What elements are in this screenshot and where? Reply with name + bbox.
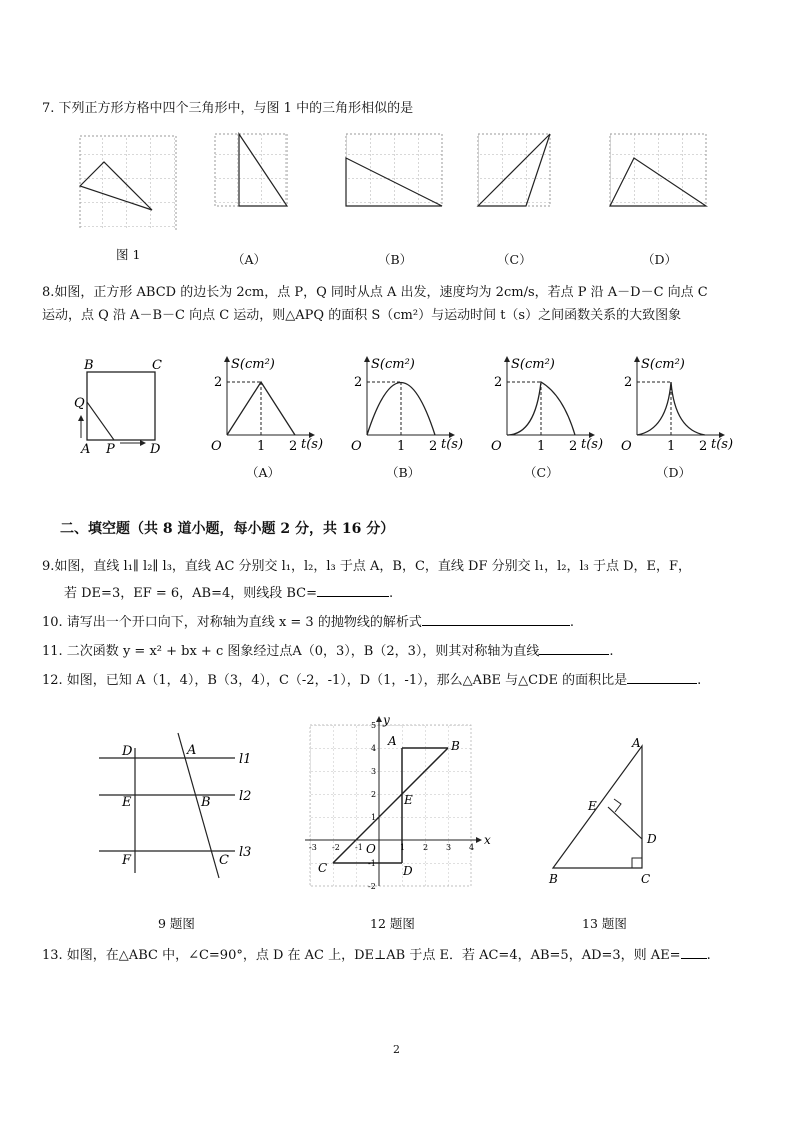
svg-text:S(cm²): S(cm²) <box>641 357 685 372</box>
svg-text:2: 2 <box>494 375 503 390</box>
svg-text:l2: l2 <box>239 789 252 804</box>
q7-caption-fig1: 图 1 <box>116 247 141 262</box>
q9-line1: 9.如图，直线 l₁∥ l₂∥ l₃，直线 AC 分别交 l₁，l₂，l₃ 于点 A，B，C，直线 DF 分别交 l₁，l₂，l₃ 于点 D，E，F， <box>42 559 692 574</box>
q11-line: 11. 二次函数 y = x² + bx + c 图象经过点A（0，3），B（2，3），则其对称轴为直线 . <box>42 644 614 659</box>
svg-text:O: O <box>366 842 376 856</box>
q8-graph-b <box>351 356 463 454</box>
svg-text:3: 3 <box>371 767 377 776</box>
q8-caption-c: （C） <box>524 465 559 480</box>
q8-square-figure <box>72 355 172 455</box>
svg-text:C: C <box>641 872 651 886</box>
q7-figB-final <box>346 130 446 210</box>
q7-figD <box>610 134 706 206</box>
fig12-caption: 12 题图 <box>370 916 415 931</box>
svg-text:-1: -1 <box>368 859 376 868</box>
svg-text:F: F <box>122 853 132 868</box>
svg-text:2: 2 <box>699 439 708 454</box>
svg-text:y: y <box>383 713 390 727</box>
svg-text:t(s): t(s) <box>301 437 324 452</box>
svg-text:C: C <box>318 861 328 875</box>
q8-graph-c <box>491 356 603 454</box>
svg-text:B: B <box>451 739 460 753</box>
section-title: 二、填空题（共 8 道小题，每小题 2 分，共 16 分） <box>60 521 395 537</box>
q8-graphs <box>205 350 775 460</box>
svg-text:1: 1 <box>400 843 406 852</box>
sq-label-a: A <box>81 442 91 455</box>
svg-text:2: 2 <box>214 375 223 390</box>
page-number: 2 <box>393 1043 400 1056</box>
q8-line2: 运动，点 Q 沿 A－B－C 向点 C 运动，则△APQ 的面积 S（cm²）与运动时间 t（s）之间函数关系的大致图象 <box>42 308 682 323</box>
q8-graph-d <box>621 356 733 454</box>
svg-text:D: D <box>647 832 657 846</box>
svg-text:1: 1 <box>257 439 266 454</box>
svg-text:A: A <box>632 736 641 750</box>
q8-line1: 8.如图，正方形 ABCD 的边长为 2cm，点 P，Q 同时从点 A 出发，速度均为 2cm/s，若点 P 沿 A－D－C 向点 C <box>42 285 708 300</box>
q8-caption-b: （B） <box>386 465 421 480</box>
svg-text:O: O <box>491 439 502 454</box>
q7-figC <box>478 134 550 206</box>
svg-text:t(s): t(s) <box>441 437 464 452</box>
svg-text:D: D <box>122 744 133 759</box>
q8-graph-a <box>211 356 323 454</box>
svg-text:1: 1 <box>667 439 676 454</box>
svg-text:2: 2 <box>371 790 377 799</box>
svg-text:l1: l1 <box>239 752 252 767</box>
q7-caption-b: （B） <box>378 252 413 267</box>
fig9-caption: 9 题图 <box>158 916 195 931</box>
svg-text:B: B <box>201 795 211 810</box>
svg-text:1: 1 <box>397 439 406 454</box>
svg-text:2: 2 <box>569 439 578 454</box>
svg-text:4: 4 <box>371 744 377 753</box>
q13-line: 13. 如图，在△ABC 中，∠C=90°，点 D 在 AC 上，DE⊥AB 于点 E．若 AC=4，AB=5，AD=3，则 AE= . <box>42 948 711 963</box>
svg-text:A: A <box>388 734 397 748</box>
svg-text:3: 3 <box>446 843 452 852</box>
fig13 <box>540 735 670 890</box>
svg-text:O: O <box>621 439 632 454</box>
svg-text:-3: -3 <box>309 843 317 852</box>
svg-text:t(s): t(s) <box>581 437 604 452</box>
svg-text:4: 4 <box>469 843 475 852</box>
q7-figures-right <box>210 130 750 210</box>
q7-fig1 <box>80 136 176 230</box>
svg-text:A: A <box>187 743 197 758</box>
svg-text:S(cm²): S(cm²) <box>371 357 415 372</box>
svg-text:1: 1 <box>537 439 546 454</box>
q7-text: 7. 下列正方形方格中四个三角形中，与图 1 中的三角形相似的是 <box>42 101 414 116</box>
svg-text:-2: -2 <box>368 882 376 891</box>
q9-line2: 若 DE=3，EF = 6，AB=4，则线段 BC= . <box>64 586 394 601</box>
sq-label-p: P <box>106 442 115 455</box>
q8-caption-a: （A） <box>246 465 281 480</box>
svg-text:E: E <box>588 799 597 813</box>
svg-text:S(cm²): S(cm²) <box>231 357 275 372</box>
svg-text:O: O <box>351 439 362 454</box>
svg-text:E: E <box>122 795 132 810</box>
svg-text:O: O <box>211 439 222 454</box>
sq-label-b: B <box>84 358 94 373</box>
svg-text:1: 1 <box>371 813 377 822</box>
fig13-caption: 13 题图 <box>582 916 627 931</box>
svg-text:C: C <box>219 853 229 868</box>
svg-text:2: 2 <box>429 439 438 454</box>
q7-caption-c: （C） <box>497 252 532 267</box>
q8-caption-d: （D） <box>656 465 692 480</box>
svg-text:x: x <box>484 833 491 847</box>
svg-text:B: B <box>549 872 558 886</box>
sq-label-c: C <box>152 358 162 373</box>
svg-text:-1: -1 <box>355 843 363 852</box>
q10-line: 10. 请写出一个开口向下，对称轴为直线 x = 3 的抛物线的解析式 . <box>42 615 574 630</box>
svg-text:5: 5 <box>371 721 377 730</box>
q7-caption-d: （D） <box>642 252 678 267</box>
svg-text:S(cm²): S(cm²) <box>511 357 555 372</box>
q7-caption-a: （A） <box>232 252 267 267</box>
svg-text:E: E <box>404 793 413 807</box>
sq-label-d: D <box>150 442 161 455</box>
svg-text:l3: l3 <box>239 845 252 860</box>
q12-line: 12. 如图，已知 A（1，4），B（3，4），C（-2，-1），D（1，-1），那么△ABE 与△CDE 的面积比是 . <box>42 673 702 688</box>
svg-text:-2: -2 <box>332 843 340 852</box>
svg-text:2: 2 <box>354 375 363 390</box>
fig12 <box>300 712 500 892</box>
sq-label-q: Q <box>74 396 85 411</box>
svg-text:D: D <box>403 864 413 878</box>
svg-text:2: 2 <box>624 375 633 390</box>
svg-text:2: 2 <box>289 439 298 454</box>
svg-text:t(s): t(s) <box>711 437 734 452</box>
svg-text:2: 2 <box>423 843 429 852</box>
fig9 <box>95 728 265 883</box>
